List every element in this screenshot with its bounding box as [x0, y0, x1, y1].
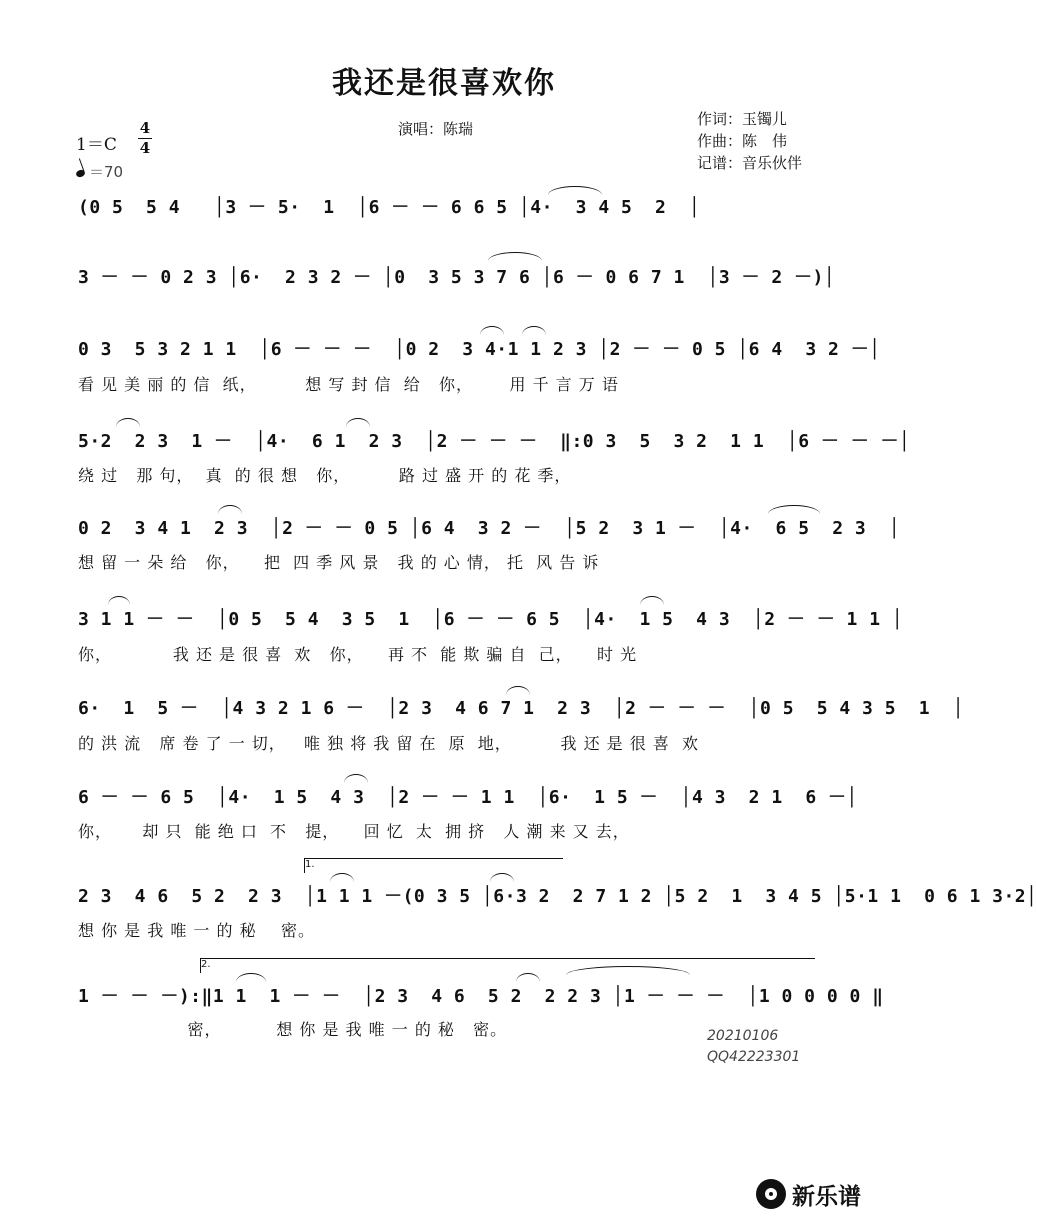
lyric-line-5: 想 留 一 朵 给 你， 把 四 季 风 景 我 的 心 情， 托 风 告 诉 — [78, 553, 600, 572]
tie-mark — [218, 505, 242, 514]
composer-credit: 作曲：陈 伟 — [697, 132, 788, 150]
second-ending-bracket — [200, 958, 815, 973]
tie-mark — [488, 252, 542, 261]
tie-mark — [344, 774, 368, 783]
tie-mark — [522, 326, 546, 335]
notation-line-10: 1 － － －):‖1 1 1 － － │2 3 4 6 5 2 2 2 3 │1 － － － │1 0 0 0 0 ‖ — [78, 986, 884, 1007]
notation-line-6: 3 1 1 － － │0 5 5 4 3 5 1 │6 － － 6 5 │4· 1 5 4 3 │2 － － 1 1 │ — [78, 609, 904, 630]
tie-mark — [480, 326, 504, 335]
tie-mark — [236, 973, 266, 982]
lyric-line-7: 的 洪 流 席 卷 了 一 切， 唯 独 将 我 留 在 原 地， 我 还 是 很 喜 欢 — [78, 734, 700, 753]
second-ending-label: 2. — [201, 959, 211, 970]
quarter-note-icon — [75, 169, 86, 179]
first-ending-bracket — [304, 858, 563, 873]
tie-mark — [116, 418, 140, 427]
meter-bottom: 4 — [139, 139, 151, 157]
lyric-line-9: 想 你 是 我 唯 一 的 秘 密。 — [78, 921, 315, 940]
credits-block — [697, 108, 802, 174]
notation-line-7: 6· 1 5 － │4 3 2 1 6 － │2 3 4 6 7 1 2 3 │2 － － － │0 5 5 4 3 5 1 │ — [78, 698, 965, 719]
lyric-line-4: 绕 过 那 句， 真 的 很 想 你， 路 过 盛 开 的 花 季， — [78, 466, 572, 485]
tie-mark — [548, 186, 602, 195]
tie-mark — [346, 418, 370, 427]
meter-top: 4 — [139, 119, 151, 137]
lyricist-credit: 作词：玉镯儿 — [697, 110, 788, 128]
tie-mark — [640, 596, 664, 605]
lyric-line-8: 你， 却 只 能 绝 口 不 提， 回 忆 太 拥 挤 人 潮 来 又 去， — [78, 822, 630, 841]
brand-name: 新乐谱 — [792, 1183, 861, 1210]
lyric-line-10: 密， 想 你 是 我 唯 一 的 秘 密。 — [78, 1020, 508, 1039]
notation-line-1: (0 5 5 4 │3 － 5· 1 │6 － － 6 6 5 │4· 3 4 5 2 │ — [78, 197, 701, 218]
vinyl-disc-icon — [756, 1179, 786, 1209]
notation-line-4: 5·2 2 3 1 － │4· 6 1 2 3 │2 － － － ‖:0 3 5 3 2 1 1 │6 － － －│ — [78, 431, 911, 452]
notation-line-2: 3 － － 0 2 3 │6· 2 3 2 － │0 3 5 3 7 6 │6 － 0 6 7 1 │3 － 2 －)│ — [78, 267, 836, 288]
notation-line-3: 0 3 5 3 2 1 1 │6 － － － │0 2 3 4·1 1 2 3 │2 － － 0 5 │6 4 3 2 －│ — [78, 339, 881, 360]
transcriber-credit: 记谱：音乐伙伴 — [697, 154, 803, 172]
notation-line-8: 6 － － 6 5 │4· 1 5 4 3 │2 － － 1 1 │6· 1 5 － │4 3 2 1 6 －│ — [78, 787, 858, 808]
tie-mark — [768, 505, 820, 514]
transcriber-qq: QQ42223301 — [707, 1049, 801, 1065]
first-ending-label: 1. — [305, 859, 315, 870]
tie-mark — [490, 873, 514, 882]
tie-mark — [108, 596, 130, 605]
notation-line-5: 0 2 3 4 1 2 3 │2 － － 0 5 │6 4 3 2 － │5 2 3 1 － │4· 6 5 2 3 │ — [78, 518, 901, 539]
time-signature — [138, 120, 152, 157]
notation-line-9: 2 3 4 6 5 2 2 3 │1 1 1 －(0 3 5 │6·3 2 2 7 1 2 │5 2 1 3 4 5 │5·1 1 0 6 1 3·2│ — [78, 886, 1037, 907]
transcription-date: 20210106 — [707, 1028, 779, 1044]
tie-mark — [516, 973, 540, 982]
lyric-line-3: 看 见 美 丽 的 信 纸， 想 写 封 信 给 你， 用 千 言 万 语 — [78, 375, 619, 394]
brand-logo — [756, 1178, 861, 1210]
tie-mark — [330, 873, 354, 882]
tempo-marking — [76, 161, 123, 182]
key-signature: 1＝C — [76, 135, 117, 155]
tempo-value: ＝70 — [89, 163, 124, 181]
song-title: 我还是很喜欢你 — [332, 66, 556, 101]
tie-mark — [506, 686, 530, 695]
lyric-line-6: 你， 我 还 是 很 喜 欢 你， 再 不 能 欺 骗 自 己， 时 光 — [78, 645, 638, 664]
singer-credit: 演唱：陈瑞 — [398, 120, 474, 138]
